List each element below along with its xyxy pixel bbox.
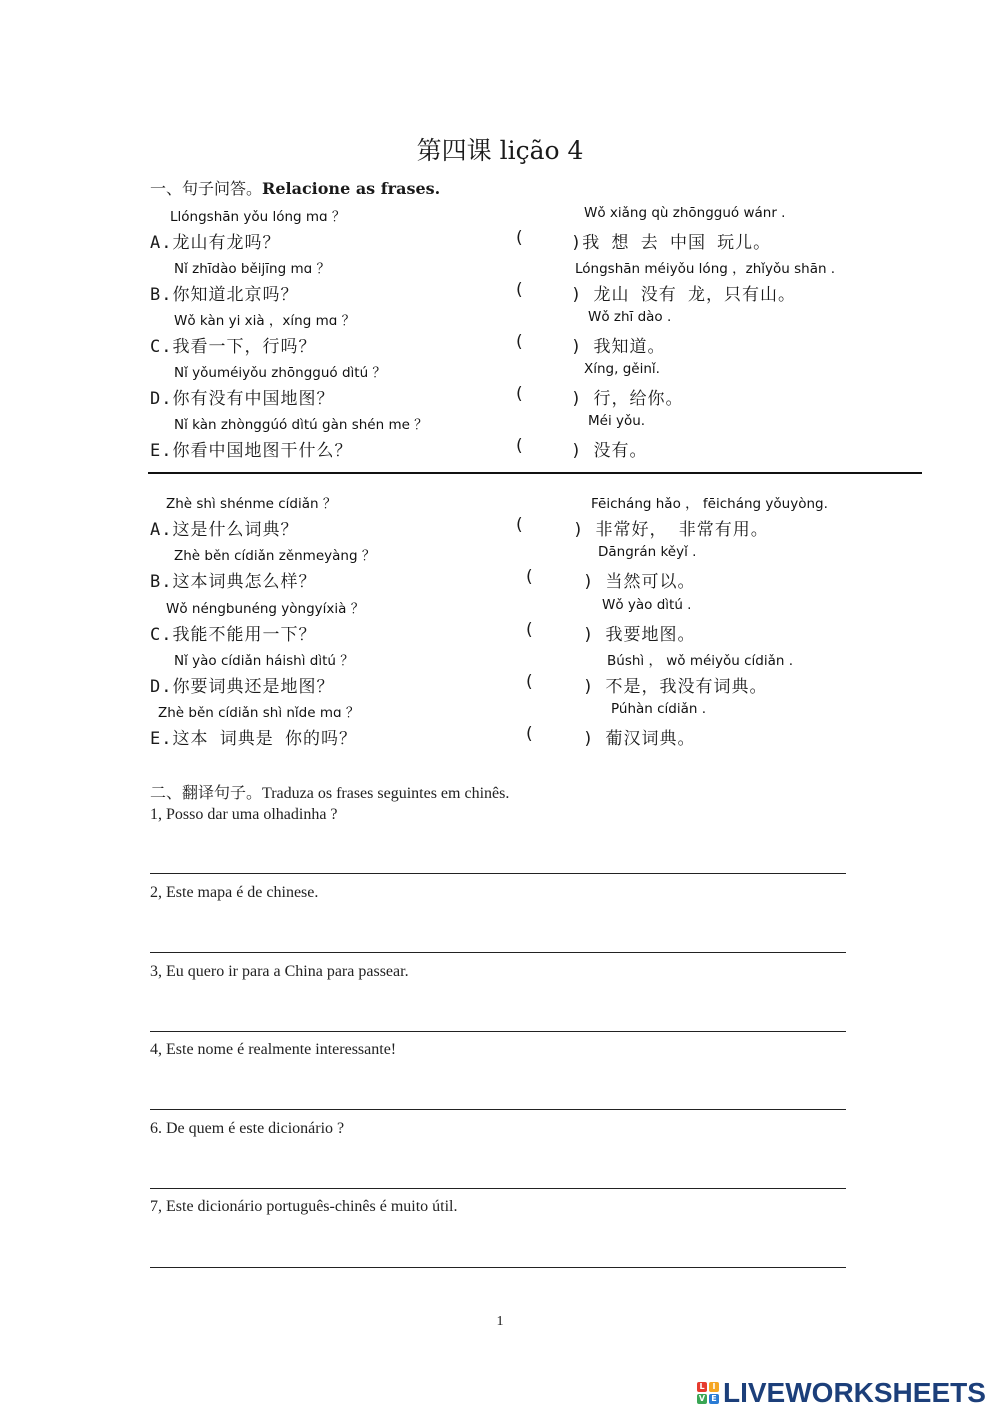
g1-e-pinyin: Nǐ kàn zhònggúó dìtú gàn shén me ？ [174, 417, 428, 433]
g2-1-pinyin: Fēicháng hǎo ， fēicháng yǒuyòng. [591, 496, 828, 512]
g2-3-open-paren[interactable]: ( [526, 620, 533, 640]
g1-4-hanzi: ) 行，给你。 [571, 389, 684, 409]
g2-3-hanzi: ) 我要地图。 [583, 625, 696, 645]
liveworksheets-logo [697, 1376, 986, 1410]
g2-c-hanzi: C.我能不能用一下？ [150, 625, 317, 645]
logo-tile-v: V [698, 1394, 706, 1403]
group-divider [148, 472, 922, 474]
g1-b-hanzi: B.你知道北京吗？ [150, 285, 299, 305]
g2-4-hanzi: ) 不是，我没有词典。 [583, 677, 768, 697]
section-1-label: Relacione as frases. [262, 179, 441, 198]
g2-3-pinyin: Wǒ yào dìtú . [602, 597, 692, 613]
g2-d-pinyin: Nǐ yào cídiǎn háishì dìtú ？ [174, 653, 354, 669]
g1-3-hanzi: ) 我知道。 [571, 337, 666, 357]
g1-4-pinyin: Xíng, gěinǐ. [584, 361, 660, 377]
answer-line-4[interactable] [150, 1109, 846, 1110]
g2-2-pinyin: Dāngrán kěyǐ . [598, 544, 697, 560]
question-4: 4, Este nome é realmente interessante! [150, 1041, 397, 1058]
answer-line-3[interactable] [150, 1031, 846, 1032]
logo-tile-i: I [709, 1382, 719, 1392]
g1-a-pinyin: Llóngshān yǒu lóng mɑ ？ [170, 209, 346, 225]
question-7: 7, Este dicionário português-chinês é muito útil. [150, 1198, 458, 1215]
g1-d-hanzi: D.你有没有中国地图？ [150, 389, 335, 409]
g2-4-open-paren[interactable]: ( [526, 672, 533, 692]
g1-c-hanzi: C.我看一下，行吗？ [150, 337, 317, 357]
g1-1-open-paren[interactable]: ( [516, 228, 523, 248]
question-2: 2, Este mapa é de chinese. [150, 884, 319, 901]
g1-2-hanzi: ) 龙山 没有 龙，只有山。 [571, 285, 796, 305]
logo-tile-l: L [697, 1382, 707, 1392]
question-1: 1, Posso dar uma olhadinha ? [150, 806, 338, 823]
g2-5-open-paren[interactable]: ( [526, 724, 533, 744]
g1-3-open-paren[interactable]: ( [516, 332, 523, 352]
g1-c-pinyin: Wǒ kàn yi xià ，xíng mɑ ？ [174, 313, 356, 329]
g2-5-pinyin: Púhàn cídiǎn . [611, 701, 707, 717]
g1-b-pinyin: Nǐ zhīdào běijīng mɑ ？ [174, 261, 330, 277]
logo-text: LIVEWORKSHEETS [723, 1377, 986, 1408]
g1-2-pinyin: Lóngshān méiyǒu lóng ，zhǐyǒu shān . [575, 261, 836, 277]
g1-1-hanzi: )我 想 去 中国 玩儿。 [571, 233, 772, 253]
g2-1-open-paren[interactable]: ( [516, 515, 523, 535]
answer-line-1[interactable] [150, 873, 846, 874]
g1-a-hanzi: A.龙山有龙吗？ [150, 233, 281, 253]
answer-line-6[interactable] [150, 1188, 846, 1189]
g2-e-pinyin: Zhè běn cídiǎn shì nǐde mɑ ？ [158, 705, 360, 721]
section-2-heading: 二、翻译句子。Traduza os frases seguintes em chinês. [150, 785, 510, 802]
g2-1-hanzi: ) 非常好， 非常有用。 [573, 520, 769, 540]
g2-a-pinyin: Zhè shì shénme cídiǎn ？ [166, 496, 337, 512]
g1-3-pinyin: Wǒ zhī dào . [588, 309, 672, 325]
logo-tile-e: E [709, 1394, 719, 1404]
g2-d-hanzi: D.你要词典还是地图？ [150, 677, 335, 697]
g2-5-hanzi: ) 葡汉词典。 [583, 729, 696, 749]
g2-4-pinyin: Búshì ， wǒ méiyǒu cídiǎn . [607, 653, 794, 669]
page-number: 1 [496, 1314, 504, 1329]
g1-2-open-paren[interactable]: ( [516, 280, 523, 300]
g2-2-open-paren[interactable]: ( [526, 567, 533, 587]
g2-e-hanzi: E.这本 词典是 你的吗？ [150, 729, 357, 749]
logo-grid-icon [697, 1382, 719, 1404]
g2-2-hanzi: ) 当然可以。 [583, 572, 696, 592]
question-3: 3, Eu quero ir para a China para passear. [150, 963, 409, 980]
answer-line-2[interactable] [150, 952, 846, 953]
g1-5-open-paren[interactable]: ( [516, 436, 523, 456]
g2-b-hanzi: B.这本词典怎么样？ [150, 572, 317, 592]
g2-b-pinyin: Zhè běn cídiǎn zěnmeyàng ？ [174, 548, 376, 564]
g1-d-pinyin: Nǐ yǒuméiyǒu zhōngguó dìtú ？ [174, 365, 386, 381]
g1-4-open-paren[interactable]: ( [516, 384, 523, 404]
g1-1-pinyin: Wǒ xiǎng qù zhōngguó wánr . [584, 205, 786, 221]
g1-5-pinyin: Méi yǒu. [588, 413, 646, 429]
g1-e-hanzi: E.你看中国地图干什么？ [150, 441, 353, 461]
section-1-heading [150, 176, 440, 199]
section-1-prefix: 一、句子问答。 [150, 179, 263, 198]
answer-line-7[interactable] [150, 1267, 846, 1268]
g1-5-hanzi: ) 没有。 [571, 441, 648, 461]
question-6: 6. De quem é este dicionário ? [150, 1120, 345, 1137]
g2-a-hanzi: A.这是什么词典？ [150, 520, 299, 540]
g2-c-pinyin: Wǒ néngbunéng yòngyíxià ？ [166, 601, 365, 617]
page-title: 第四课 lição 4 [416, 136, 584, 165]
